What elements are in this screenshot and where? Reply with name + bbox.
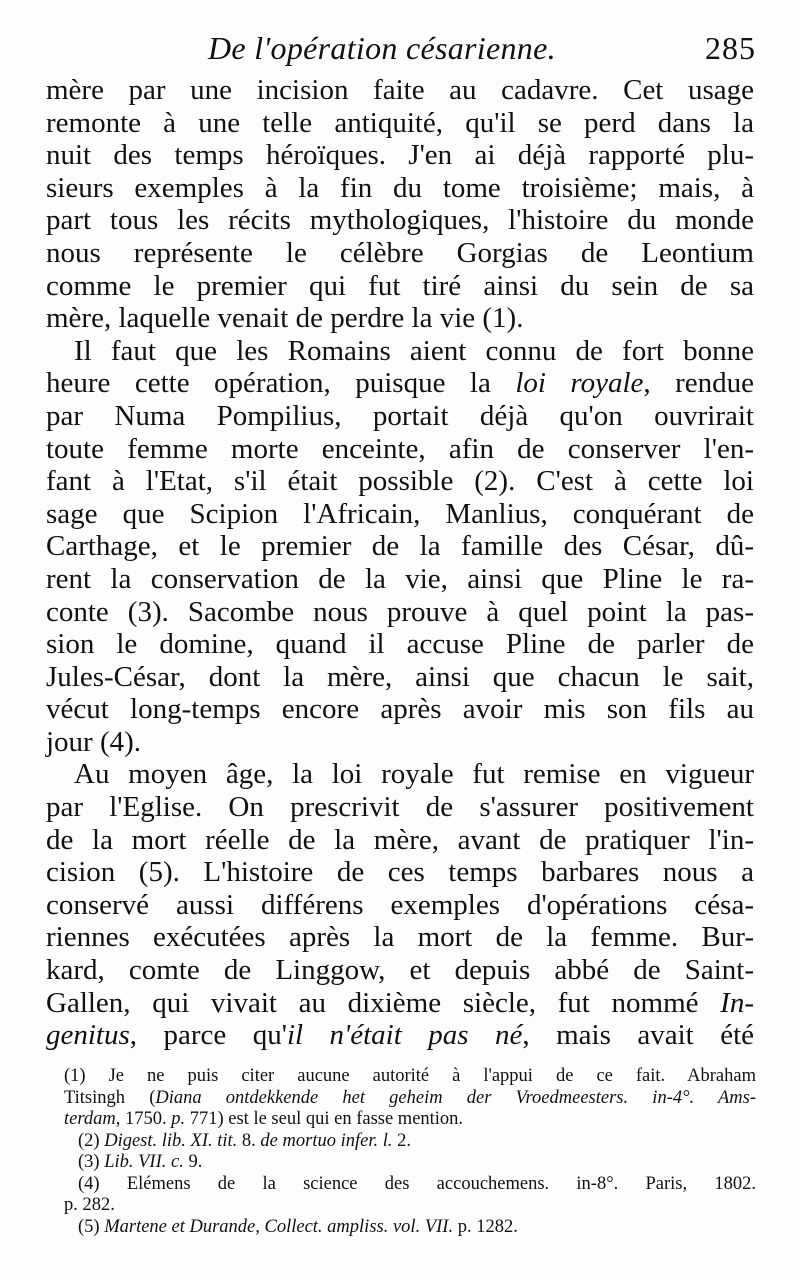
page-number: 285	[705, 30, 756, 66]
text-span: (3)	[78, 1152, 105, 1172]
footnote-line: (1) Je ne puis citer aucune autorité à l'appui de ce fait. Abraham	[64, 1066, 756, 1086]
footnote-line	[64, 1088, 756, 1110]
text-line: remonte à une telle antiquité, qu'il se perd dans la	[46, 106, 754, 139]
text-span: (5)	[78, 1216, 105, 1237]
footnote-line: (4) Elémens de la science des accouchemens. in-8°. Paris, 1802.	[78, 1173, 756, 1194]
text-span: , 1750.	[115, 1109, 172, 1129]
italic-span: terdam	[64, 1109, 116, 1129]
text-span: heure cette opération, puisque la	[46, 367, 516, 400]
page-header	[40, 30, 760, 80]
text-line: nuit des temps héroïques. J'en ai déjà rapporté plu-	[46, 139, 754, 172]
text-line: conservé aussi différens exemples d'opérations césa-	[46, 888, 754, 921]
text-line: Jules-César, dont la mère, ainsi que chacun le sait,	[46, 660, 754, 693]
text-line: de la mort réelle de la mère, avant de pratiquer l'in-	[46, 823, 754, 856]
text-line: sion le domine, quand il accuse Pline de parler de	[46, 628, 754, 661]
italic-span: Digest. lib. XI. tit.	[104, 1130, 238, 1151]
italic-span: Lib. VII. c.	[104, 1152, 184, 1172]
text-line: nous représente le célèbre Gorgias de Leontium	[46, 236, 754, 269]
text-line: comme le premier qui fut tiré ainsi du sein de sa	[46, 269, 754, 302]
text-span: p. 1282.	[453, 1216, 518, 1237]
text-line: kard, comte de Linggow, et depuis abbé de Saint-	[46, 954, 754, 987]
footnote-line: p. 282.	[64, 1195, 115, 1215]
footnotes	[64, 1066, 756, 1238]
italic-span: Martene et Durande, Collect. ampliss. vol. VII.	[104, 1216, 454, 1237]
text-line: vécut long-temps encore après avoir mis son fils au	[46, 693, 754, 726]
footnote-line	[64, 1217, 756, 1239]
italic-span: loi royale	[515, 367, 644, 400]
text-line: mère par une incision faite au cadavre. Cet usage	[46, 74, 754, 106]
body-text	[46, 74, 754, 1052]
text-line	[46, 1019, 754, 1052]
italic-span: de mortuo infer. l.	[260, 1130, 393, 1151]
text-line	[46, 987, 754, 1020]
text-line: sieurs exemples à la fin du tome troisième; mais, à	[46, 171, 754, 204]
text-span: , parce qu'	[129, 1019, 287, 1052]
text-line: mère, laquelle venait de perdre la vie (1).	[46, 302, 524, 335]
text-line: par Numa Pompilius, portait déjà qu'on ouvrirait	[46, 399, 754, 432]
italic-span: genitus	[46, 1019, 130, 1052]
footnote-line	[64, 1131, 756, 1153]
text-line: toute femme morte enceinte, afin de conserver l'en-	[46, 432, 754, 465]
text-line: Il faut que les Romains aient connu de fort bonne	[74, 334, 754, 367]
italic-span: p.	[171, 1109, 186, 1129]
text-line: rent la conservation de la vie, ainsi que Pline le ra-	[46, 562, 754, 595]
text-line: sage que Scipion l'Africain, Manlius, conquérant de	[46, 497, 754, 530]
text-line: cision (5). L'histoire de ces temps barbares nous a	[46, 856, 754, 889]
text-span: , rendue	[643, 367, 754, 400]
text-line: par l'Eglise. On prescrivit de s'assurer positivement	[46, 791, 754, 824]
text-line: riennes exécutées après la mort de la femme. Bur-	[46, 921, 754, 954]
italic-span: In-	[720, 986, 754, 1019]
text-line: Carthage, et le premier de la famille des César, dû-	[46, 530, 754, 563]
text-line: conte (3). Sacombe nous prouve à quel point la pas-	[46, 595, 754, 628]
running-title: De l'opération césarienne.	[208, 30, 556, 66]
text-span: (2)	[78, 1130, 105, 1151]
text-span: 9.	[183, 1152, 203, 1172]
text-span: Gallen, qui vivait au dixième siècle, fut nommé	[46, 986, 721, 1019]
italic-span: il n'était pas né	[286, 1019, 523, 1052]
text-line: fant à l'Etat, s'il était possible (2). C'est à cette loi	[46, 465, 754, 498]
text-line: part tous les récits mythologiques, l'histoire du monde	[46, 204, 754, 237]
italic-span: Diana ontdekkende het geheim der Vroedmeesters. in-4°. Ams-	[155, 1087, 756, 1108]
footnote-line	[64, 1109, 756, 1131]
text-line: Au moyen âge, la loi royale fut remise en vigueur	[74, 758, 754, 791]
text-line	[46, 367, 754, 400]
footnote-line	[64, 1152, 756, 1174]
text-span: 771) est le seul qui en fasse mention.	[185, 1109, 464, 1129]
text-span: , mais avait été	[522, 1019, 754, 1052]
text-span: 2.	[392, 1130, 411, 1151]
text-span: Titsingh (	[64, 1087, 156, 1108]
text-span: 8.	[237, 1130, 261, 1151]
text-line: jour (4).	[46, 725, 142, 758]
